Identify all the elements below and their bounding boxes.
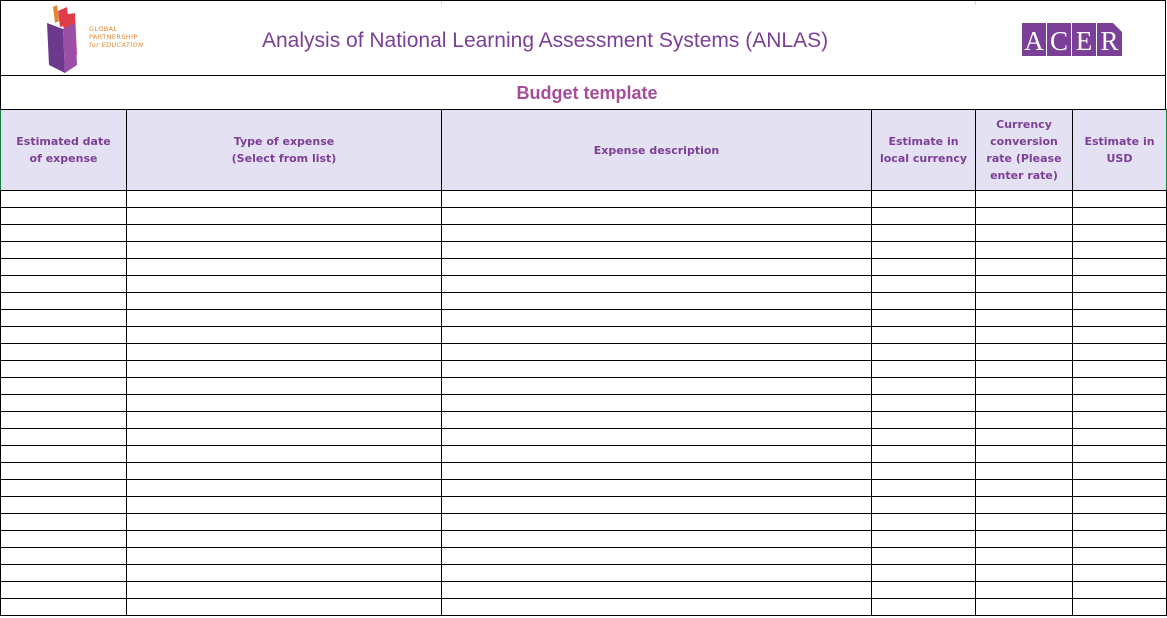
- cell-usd-estimate[interactable]: [1073, 276, 1167, 293]
- cell-conversion-rate[interactable]: [976, 242, 1073, 259]
- cell-conversion-rate[interactable]: [976, 412, 1073, 429]
- cell-usd-estimate[interactable]: [1073, 225, 1167, 242]
- cell-local-estimate[interactable]: [872, 225, 976, 242]
- cell-type[interactable]: [127, 310, 442, 327]
- table-row: [1, 310, 1167, 327]
- cell-date[interactable]: [1, 429, 127, 446]
- table-row: [1, 242, 1167, 259]
- cell-type[interactable]: [127, 497, 442, 514]
- cell-usd-estimate[interactable]: [1073, 395, 1167, 412]
- table-row: [1, 191, 1167, 208]
- cell-usd-estimate[interactable]: [1073, 191, 1167, 208]
- cell-usd-estimate[interactable]: [1073, 582, 1167, 599]
- header-banner: [0, 0, 1166, 76]
- acer-logo-letter-fold: [1097, 23, 1122, 56]
- cell-local-estimate[interactable]: [872, 361, 976, 378]
- cell-local-estimate[interactable]: [872, 208, 976, 225]
- cell-type[interactable]: [127, 582, 442, 599]
- cell-usd-estimate[interactable]: [1073, 497, 1167, 514]
- column-header-local-estimate[interactable]: Estimate in local currency: [872, 110, 976, 191]
- cell-date[interactable]: [1, 225, 127, 242]
- cell-type[interactable]: [127, 327, 442, 344]
- table-row: [1, 395, 1167, 412]
- cell-date[interactable]: [1, 344, 127, 361]
- cell-date[interactable]: [1, 548, 127, 565]
- gpe-logo-line: for EDUCATION: [89, 41, 144, 49]
- cell-usd-estimate[interactable]: [1073, 208, 1167, 225]
- gpe-logo-text: [89, 25, 143, 49]
- cell-conversion-rate[interactable]: [976, 293, 1073, 310]
- cell-usd-estimate[interactable]: [1073, 531, 1167, 548]
- table-row: [1, 582, 1167, 599]
- cell-conversion-rate[interactable]: [976, 599, 1073, 616]
- table-row: [1, 276, 1167, 293]
- budget-subtitle: Budget template: [516, 83, 658, 103]
- cell-local-estimate[interactable]: [872, 242, 976, 259]
- cell-description[interactable]: [442, 531, 872, 548]
- gpe-logo-line: GLOBAL: [89, 25, 118, 33]
- cell-date[interactable]: [1, 191, 127, 208]
- cell-conversion-rate[interactable]: [976, 191, 1073, 208]
- cell-conversion-rate[interactable]: [976, 327, 1073, 344]
- cell-conversion-rate[interactable]: [976, 429, 1073, 446]
- cell-description[interactable]: [442, 429, 872, 446]
- cell-conversion-rate[interactable]: [976, 531, 1073, 548]
- cell-date[interactable]: [1, 531, 127, 548]
- cell-description[interactable]: [442, 497, 872, 514]
- acer-logo-letter: C: [1047, 23, 1071, 56]
- cell-date[interactable]: [1, 446, 127, 463]
- table-row: [1, 599, 1167, 616]
- table-row: [1, 565, 1167, 582]
- cell-local-estimate[interactable]: [872, 480, 976, 497]
- cell-type[interactable]: [127, 378, 442, 395]
- table-row: [1, 208, 1167, 225]
- cell-conversion-rate[interactable]: [976, 225, 1073, 242]
- table-row: [1, 463, 1167, 480]
- table-row: [1, 361, 1167, 378]
- cell-type[interactable]: [127, 361, 442, 378]
- cell-local-estimate[interactable]: [872, 548, 976, 565]
- cell-conversion-rate[interactable]: [976, 582, 1073, 599]
- cell-description[interactable]: [442, 259, 872, 276]
- cell-date[interactable]: [1, 327, 127, 344]
- cell-type[interactable]: [127, 429, 442, 446]
- cell-description[interactable]: [442, 480, 872, 497]
- acer-logo-letter: E: [1072, 23, 1096, 56]
- table-row: [1, 327, 1167, 344]
- cell-conversion-rate[interactable]: [976, 310, 1073, 327]
- cell-date[interactable]: [1, 582, 127, 599]
- cell-local-estimate[interactable]: [872, 259, 976, 276]
- cell-type[interactable]: [127, 344, 442, 361]
- cell-conversion-rate[interactable]: [976, 395, 1073, 412]
- cell-conversion-rate[interactable]: [976, 514, 1073, 531]
- cell-conversion-rate[interactable]: [976, 276, 1073, 293]
- column-header-description[interactable]: Expense description: [442, 110, 872, 191]
- cell-usd-estimate[interactable]: [1073, 412, 1167, 429]
- cell-local-estimate[interactable]: [872, 412, 976, 429]
- cell-usd-estimate[interactable]: [1073, 378, 1167, 395]
- table-header-row: [1, 110, 1167, 191]
- column-header-conversion-rate[interactable]: Currency conversion rate (Please enter rate): [976, 110, 1073, 191]
- cell-usd-estimate[interactable]: [1073, 548, 1167, 565]
- cell-description[interactable]: [442, 565, 872, 582]
- cell-local-estimate[interactable]: [872, 191, 976, 208]
- cell-date[interactable]: [1, 480, 127, 497]
- cell-conversion-rate[interactable]: [976, 480, 1073, 497]
- cell-description[interactable]: [442, 361, 872, 378]
- cell-conversion-rate[interactable]: [976, 259, 1073, 276]
- cell-type[interactable]: [127, 548, 442, 565]
- cell-type[interactable]: [127, 276, 442, 293]
- table-row: [1, 480, 1167, 497]
- cell-usd-estimate[interactable]: [1073, 259, 1167, 276]
- table-row: [1, 548, 1167, 565]
- cell-date[interactable]: [1, 293, 127, 310]
- cell-conversion-rate[interactable]: [976, 344, 1073, 361]
- cell-date[interactable]: [1, 599, 127, 616]
- cell-local-estimate[interactable]: [872, 344, 976, 361]
- gridline: [441, 1, 442, 5]
- cell-description[interactable]: [442, 446, 872, 463]
- cell-description[interactable]: [442, 242, 872, 259]
- cell-local-estimate[interactable]: [872, 395, 976, 412]
- cell-type[interactable]: [127, 463, 442, 480]
- cell-description[interactable]: [442, 514, 872, 531]
- cell-description[interactable]: [442, 327, 872, 344]
- cell-description[interactable]: [442, 310, 872, 327]
- cell-description[interactable]: [442, 582, 872, 599]
- table-row: [1, 344, 1167, 361]
- acer-logo-letter: A: [1022, 23, 1046, 56]
- cell-local-estimate[interactable]: [872, 531, 976, 548]
- cell-description[interactable]: [442, 395, 872, 412]
- cell-date[interactable]: [1, 259, 127, 276]
- cell-type[interactable]: [127, 412, 442, 429]
- table-row: [1, 429, 1167, 446]
- cell-date[interactable]: [1, 242, 127, 259]
- cell-usd-estimate[interactable]: [1073, 293, 1167, 310]
- table-row: [1, 225, 1167, 242]
- table-body: [1, 191, 1167, 616]
- acer-logo: [1022, 23, 1123, 57]
- table-row: [1, 531, 1167, 548]
- table-row: [1, 259, 1167, 276]
- cell-usd-estimate[interactable]: [1073, 242, 1167, 259]
- page-title: Analysis of National Learning Assessment Systems (ANLAS): [262, 29, 829, 52]
- cell-type[interactable]: [127, 514, 442, 531]
- cell-description[interactable]: [442, 293, 872, 310]
- cell-conversion-rate[interactable]: [976, 548, 1073, 565]
- acer-logo-letter: R: [1100, 26, 1119, 56]
- cell-usd-estimate[interactable]: [1073, 514, 1167, 531]
- table-row: [1, 412, 1167, 429]
- cell-usd-estimate[interactable]: [1073, 344, 1167, 361]
- cell-date[interactable]: [1, 514, 127, 531]
- cell-usd-estimate[interactable]: [1073, 361, 1167, 378]
- cell-local-estimate[interactable]: [872, 276, 976, 293]
- cell-description[interactable]: [442, 191, 872, 208]
- cell-description[interactable]: [442, 276, 872, 293]
- cell-type[interactable]: [127, 480, 442, 497]
- cell-usd-estimate[interactable]: [1073, 327, 1167, 344]
- table-row: [1, 497, 1167, 514]
- cell-type[interactable]: [127, 242, 442, 259]
- cell-description[interactable]: [442, 208, 872, 225]
- cell-date[interactable]: [1, 395, 127, 412]
- gridline: [975, 1, 976, 5]
- cell-conversion-rate[interactable]: [976, 463, 1073, 480]
- cell-local-estimate[interactable]: [872, 378, 976, 395]
- gpe-logo-line: PARTNERSHIP: [89, 33, 138, 41]
- cell-conversion-rate[interactable]: [976, 361, 1073, 378]
- cell-date[interactable]: [1, 361, 127, 378]
- budget-table: [0, 109, 1167, 616]
- cell-date[interactable]: [1, 378, 127, 395]
- cell-type[interactable]: [127, 208, 442, 225]
- cell-local-estimate[interactable]: [872, 497, 976, 514]
- cell-local-estimate[interactable]: [872, 599, 976, 616]
- cell-date[interactable]: [1, 463, 127, 480]
- cell-usd-estimate[interactable]: [1073, 565, 1167, 582]
- cell-usd-estimate[interactable]: [1073, 480, 1167, 497]
- cell-conversion-rate[interactable]: [976, 565, 1073, 582]
- cell-conversion-rate[interactable]: [976, 208, 1073, 225]
- cell-date[interactable]: [1, 497, 127, 514]
- cell-type[interactable]: [127, 191, 442, 208]
- cell-type[interactable]: [127, 259, 442, 276]
- subtitle-row: [0, 76, 1166, 110]
- column-header-usd-estimate[interactable]: Estimate in USD: [1073, 110, 1167, 191]
- cell-conversion-rate[interactable]: [976, 446, 1073, 463]
- cell-description[interactable]: [442, 463, 872, 480]
- cell-date[interactable]: [1, 276, 127, 293]
- cell-date[interactable]: [1, 412, 127, 429]
- cell-local-estimate[interactable]: [872, 446, 976, 463]
- cell-local-estimate[interactable]: [872, 429, 976, 446]
- cell-description[interactable]: [442, 378, 872, 395]
- cell-description[interactable]: [442, 599, 872, 616]
- table-row: [1, 293, 1167, 310]
- cell-type[interactable]: [127, 395, 442, 412]
- cell-type[interactable]: [127, 293, 442, 310]
- cell-usd-estimate[interactable]: [1073, 446, 1167, 463]
- cell-date[interactable]: [1, 565, 127, 582]
- table-row: [1, 514, 1167, 531]
- cell-usd-estimate[interactable]: [1073, 599, 1167, 616]
- column-header-type[interactable]: Type of expense (Select from list): [127, 110, 442, 191]
- cell-local-estimate[interactable]: [872, 565, 976, 582]
- cell-type[interactable]: [127, 599, 442, 616]
- cell-type[interactable]: [127, 531, 442, 548]
- cell-description[interactable]: [442, 344, 872, 361]
- table-row: [1, 446, 1167, 463]
- table-row: [1, 378, 1167, 395]
- cell-local-estimate[interactable]: [872, 310, 976, 327]
- cell-usd-estimate[interactable]: [1073, 310, 1167, 327]
- cell-local-estimate[interactable]: [872, 582, 976, 599]
- cell-local-estimate[interactable]: [872, 327, 976, 344]
- page-fold-icon: [1113, 23, 1122, 32]
- cell-local-estimate[interactable]: [872, 293, 976, 310]
- column-header-date[interactable]: Estimated date of expense: [1, 110, 127, 191]
- cell-type[interactable]: [127, 565, 442, 582]
- cell-conversion-rate[interactable]: [976, 497, 1073, 514]
- cell-type[interactable]: [127, 446, 442, 463]
- cell-type[interactable]: [127, 225, 442, 242]
- cell-local-estimate[interactable]: [872, 463, 976, 480]
- cell-local-estimate[interactable]: [872, 514, 976, 531]
- cell-date[interactable]: [1, 208, 127, 225]
- cell-description[interactable]: [442, 412, 872, 429]
- cell-description[interactable]: [442, 548, 872, 565]
- cell-usd-estimate[interactable]: [1073, 463, 1167, 480]
- cell-date[interactable]: [1, 310, 127, 327]
- cell-description[interactable]: [442, 225, 872, 242]
- cell-usd-estimate[interactable]: [1073, 429, 1167, 446]
- cell-conversion-rate[interactable]: [976, 378, 1073, 395]
